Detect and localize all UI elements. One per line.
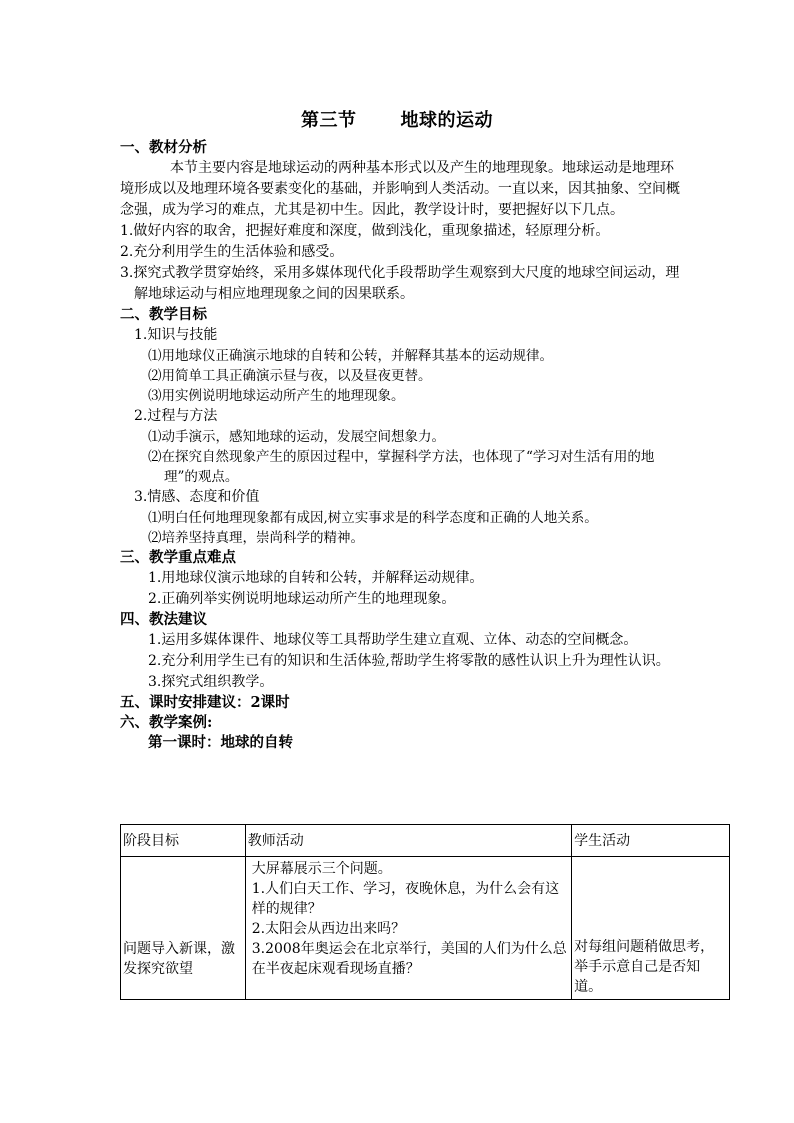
section-1-item-2: 2.充分利用学生的生活体验和感受。 bbox=[120, 244, 344, 260]
document-body bbox=[120, 138, 680, 753]
table-row bbox=[121, 857, 730, 1000]
section-4-item-2: 2.充分利用学生已有的知识和生活体验,帮助学生将零散的感性认识上升为理性认识。 bbox=[148, 653, 670, 669]
section-1-item-3: 3.探究式教学贯穿始终，采用多媒体现代化手段帮助学生观察到大尺度的地球空间运动，理解地球运动与相应地理现象之间的因果联系。 bbox=[120, 265, 680, 302]
goal-1-label: 1.知识与技能 bbox=[134, 327, 218, 343]
table-header-row bbox=[121, 825, 730, 857]
table-header-student: 学生活动 bbox=[572, 825, 730, 857]
goal-2-label: 2.过程与方法 bbox=[134, 408, 218, 424]
teacher-line-2: 1.人们白天工作、学习，夜晚休息，为什么会有这样的规律？ bbox=[251, 881, 560, 917]
title-topic: 地球的运动 bbox=[400, 110, 493, 131]
section-4-item-1: 1.运用多媒体课件、地球仪等工具帮助学生建立直观、立体、动态的空间概念。 bbox=[148, 632, 638, 648]
lesson-subtitle: 第一课时：地球的自转 bbox=[148, 734, 293, 751]
section-heading-4: 四、教法建议 bbox=[120, 611, 207, 628]
table-cell-stage bbox=[121, 857, 246, 1000]
section-heading-2: 二、教学目标 bbox=[120, 306, 207, 323]
section-heading-6: 六、教学案例: bbox=[120, 714, 213, 731]
page-title bbox=[0, 106, 794, 132]
section-4-item-3: 3.探究式组织教学。 bbox=[148, 674, 274, 690]
goal-1-item-2: ⑵用简单工具正确演示昼与夜，以及昼夜更替。 bbox=[148, 368, 432, 384]
table-cell-teacher bbox=[245, 857, 571, 1000]
goal-3-label: 3.情感、态度和价值 bbox=[134, 489, 260, 505]
section-heading-1: 一、教材分析 bbox=[120, 139, 207, 156]
title-section-number: 第三节 bbox=[301, 110, 357, 131]
goal-3-item-2: ⑵培养坚持真理，崇尚科学的精神。 bbox=[148, 530, 364, 546]
table-cell-student bbox=[572, 857, 730, 1000]
table-header-stage: 阶段目标 bbox=[121, 825, 246, 857]
teacher-line-3: 2.太阳会从西边出来吗？ bbox=[251, 921, 406, 937]
table-header-teacher: 教师活动 bbox=[245, 825, 571, 857]
goal-1-item-3: ⑶用实例说明地球运动所产生的地理现象。 bbox=[148, 388, 405, 404]
section-heading-3: 三、教学重点难点 bbox=[120, 549, 236, 566]
section-heading-5: 五、课时安排建议：2课时 bbox=[120, 694, 290, 711]
section-1-paragraph: 本节主要内容是地球运动的两种基本形式以及产生的地理现象。地球运动是地理环境形成以及地理环境各要素变化的基础，并影响到人类活动。一直以来，因其抽象、空间概念强，成为学习的难点，尤其是初中生。因此，教学设计时，要把握好以下几点。 bbox=[120, 160, 680, 218]
section-3-item-2: 2.正确列举实例说明地球运动所产生的地理现象。 bbox=[148, 591, 456, 607]
student-text: 对每组问题稍做思考，举手示意自己是否知道。 bbox=[574, 939, 715, 995]
teacher-line-1: 大屏幕展示三个问题。 bbox=[251, 861, 392, 877]
goal-2-item-2: ⑵在探究自然现象产生的原因过程中，掌握科学方法，也体现了“学习对生活有用的地理”的观点。 bbox=[148, 449, 655, 485]
teacher-line-4: 3.2008年奥运会在北京举行，美国的人们为什么总在半夜起床观看现场直播？ bbox=[251, 941, 567, 977]
stage-text: 问题导入新课，激发探究欲望 bbox=[123, 941, 235, 977]
goal-3-item-1: ⑴明白任何地理现象都有成因,树立实事求是的科学态度和正确的人地关系。 bbox=[148, 510, 598, 526]
section-1-item-1: 1.做好内容的取舍，把握好难度和深度，做到浅化，重现象描述，轻原理分析。 bbox=[120, 223, 610, 239]
section-3-item-1: 1.用地球仪演示地球的自转和公转，并解释运动规律。 bbox=[148, 570, 484, 586]
lesson-plan-table bbox=[120, 824, 730, 1000]
goal-1-item-1: ⑴用地球仪正确演示地球的自转和公转，并解释其基本的运动规律。 bbox=[148, 348, 553, 364]
goal-2-item-1: ⑴动手演示，感知地球的运动，发展空间想象力。 bbox=[148, 429, 445, 445]
